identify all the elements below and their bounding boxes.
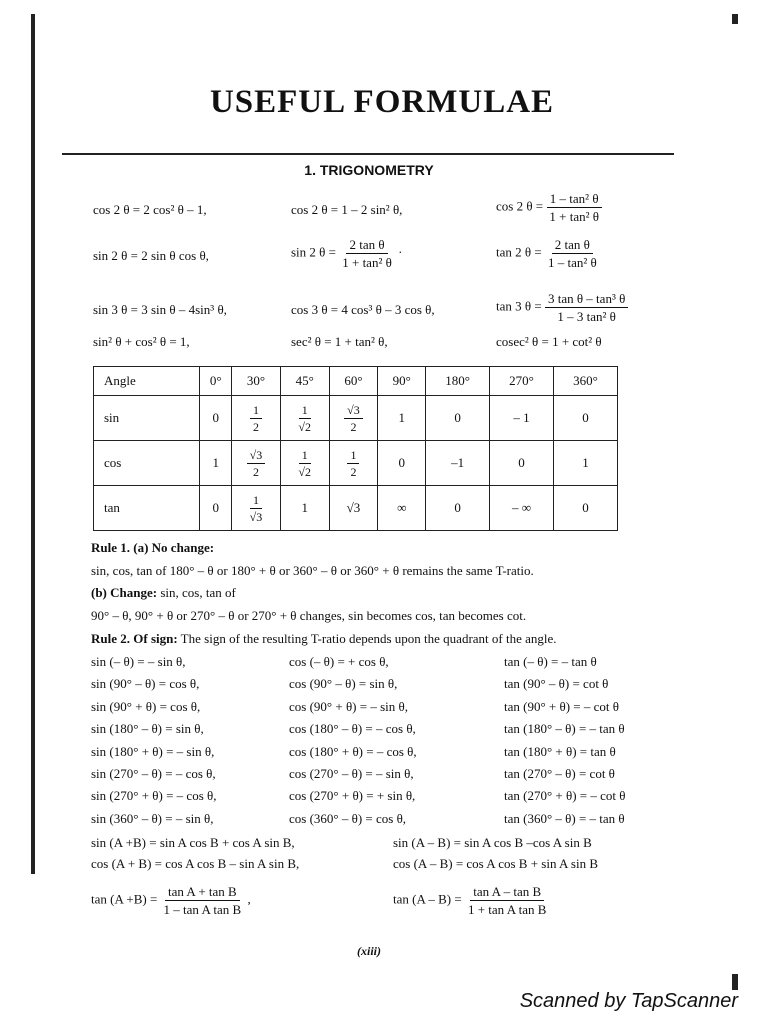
- book-spine-edge: [31, 14, 35, 874]
- formula-sin2-b: sin 2 θ = $\frac{\text{2 tan θ}}{\text{1 + tan² θ}}$ ·: [291, 237, 403, 270]
- table-header-cell: 30°: [232, 367, 281, 396]
- table-header-cell: 0°: [200, 367, 232, 396]
- formula-tan-sum: tan (A +B) = $\frac{\text{tan A + tan B}}{\text{1 – tan A tan B}}$ ,: [91, 884, 251, 917]
- table-cell: 0: [200, 396, 232, 441]
- page-number: (xiii): [357, 944, 381, 958]
- formula-cos-diff: cos (A – B) = cos A cos B + sin A sin B: [393, 856, 598, 871]
- identity-formula: cos (90° – θ) = sin θ,: [289, 676, 398, 692]
- table-cell: $\frac{1}{2}$: [329, 441, 378, 486]
- identity-formula: tan (– θ) = – tan θ: [504, 654, 597, 669]
- formula-sin-sum: sin (A +B) = sin A cos B + cos A sin B,: [91, 835, 295, 850]
- table-row: [94, 396, 618, 441]
- table-cell: 1: [200, 441, 232, 486]
- table-cell: 0: [490, 441, 554, 486]
- formula-sec: sec² θ = 1 + tan² θ,: [291, 334, 388, 349]
- identity-formula: sin (180° – θ) = sin θ,: [91, 721, 204, 737]
- table-header-cell: 90°: [378, 367, 426, 396]
- rule-1b-text: 90° – θ, 90° + θ or 270° – θ or 270° + θ changes, sin becomes cos, tan becomes cot.: [91, 608, 527, 623]
- rule-1-heading: Rule 1. (a) No change:: [91, 540, 215, 555]
- identity-formula: tan (180° + θ) = tan θ: [504, 743, 616, 759]
- formula-cos-sum: cos (A + B) = cos A cos B – sin A sin B,: [91, 856, 300, 871]
- table-cell: 0: [554, 396, 618, 441]
- table-cell: 1: [554, 441, 618, 486]
- table-row: [94, 486, 618, 531]
- table-row: [94, 441, 618, 486]
- identity-formula: cos (90° + θ) = – sin θ,: [289, 698, 408, 714]
- table-cell: 0: [200, 486, 232, 531]
- table-cell: 0: [554, 486, 618, 531]
- table-header-cell: 180°: [426, 367, 490, 396]
- page-corner-mark: [732, 974, 738, 990]
- table-cell: $\frac{√3}{2}$: [329, 396, 378, 441]
- formula-tan3: tan 3 θ = $\frac{\text{3 tan θ – tan³ θ}}{\text{1 – 3 tan² θ}}$: [496, 291, 628, 324]
- rule-1b-heading: (b) Change: sin, cos, tan of: [91, 585, 236, 600]
- identity-formula: sin (90° + θ) = cos θ,: [91, 698, 201, 714]
- formula-sin3: sin 3 θ = 3 sin θ – 4sin³ θ,: [93, 302, 227, 317]
- identity-formula: cos (360° – θ) = cos θ,: [289, 810, 407, 826]
- identity-formula: tan (90° – θ) = cot θ: [504, 676, 609, 692]
- formula-cos2-a: cos 2 θ = 2 cos² θ – 1,: [93, 202, 207, 217]
- table-cell: 0: [378, 441, 426, 486]
- scanner-watermark: Scanned by TapScanner: [519, 990, 738, 1012]
- identity-formula: cos (270° – θ) = – sin θ,: [289, 766, 414, 781]
- table-header-cell: 45°: [280, 367, 329, 396]
- table-cell: $\frac{1}{√2}$: [280, 396, 329, 441]
- identity-formula: cos (270° + θ) = + sin θ,: [289, 788, 416, 804]
- table-cell: – ∞: [490, 486, 554, 531]
- identity-formula: sin (– θ) = – sin θ,: [91, 654, 186, 669]
- table-header-cell: Angle: [94, 367, 200, 396]
- table-cell: $\frac{1}{√2}$: [280, 441, 329, 486]
- identity-formula: cos (– θ) = + cos θ,: [289, 654, 389, 669]
- table-cell: $\frac{1}{√3}$: [232, 486, 281, 531]
- formula-cos3: cos 3 θ = 4 cos³ θ – 3 cos θ,: [291, 302, 435, 317]
- identity-formula: sin (180° + θ) = – sin θ,: [91, 743, 215, 759]
- table-cell: 1: [280, 486, 329, 531]
- formula-tan-diff: tan (A – B) = $\frac{\text{tan A – tan B}}{\text{1 + tan A tan B}}$: [393, 884, 547, 917]
- formula-tan2: tan 2 θ = $\frac{\text{2 tan θ}}{\text{1 – tan² θ}}$: [496, 237, 597, 270]
- identity-formula: sin (90° – θ) = cos θ,: [91, 676, 200, 692]
- identity-formula: sin (270° – θ) = – cos θ,: [91, 766, 216, 781]
- table-cell: –1: [426, 441, 490, 486]
- table-row-label: cos: [94, 441, 200, 486]
- identity-formula: tan (360° – θ) = – tan θ: [504, 810, 625, 826]
- identity-formula: cos (180° + θ) = – cos θ,: [289, 743, 417, 759]
- formula-cosec: cosec² θ = 1 + cot² θ: [496, 334, 602, 349]
- identity-formula: tan (270° + θ) = – cot θ: [504, 788, 626, 804]
- formula-pythagorean: sin² θ + cos² θ = 1,: [93, 334, 190, 349]
- rule-2: Rule 2. Of sign: The sign of the resulting T-ratio depends upon the quadrant of the angle.: [91, 631, 557, 646]
- table-cell: $\frac{√3}{2}$: [232, 441, 281, 486]
- table-cell: $\frac{1}{2}$: [232, 396, 281, 441]
- section-heading: 1. TRIGONOMETRY: [304, 162, 434, 178]
- identity-formula: sin (270° + θ) = – cos θ,: [91, 788, 217, 804]
- identity-formula: tan (270° – θ) = cot θ: [504, 766, 615, 781]
- identity-formula: tan (90° + θ) = – cot θ: [504, 698, 619, 714]
- formula-cos2-b: cos 2 θ = 1 – 2 sin² θ,: [291, 202, 403, 217]
- rule-1-text: sin, cos, tan of 180° – θ or 180° + θ or 360° – θ or 360° + θ remains the same T-ratio.: [91, 563, 534, 578]
- table-header-row: [94, 367, 618, 396]
- table-cell: 1: [378, 396, 426, 441]
- trig-values-table: [93, 366, 618, 531]
- table-header-cell: 360°: [554, 367, 618, 396]
- page-corner-mark: [732, 14, 738, 24]
- table-cell: √3: [329, 486, 378, 531]
- table-cell: ∞: [378, 486, 426, 531]
- table-cell: 0: [426, 486, 490, 531]
- table-row-label: sin: [94, 396, 200, 441]
- table-header-cell: 270°: [490, 367, 554, 396]
- identity-formula: sin (360° – θ) = – sin θ,: [91, 810, 214, 826]
- table-row-label: tan: [94, 486, 200, 531]
- title-divider: [62, 153, 674, 155]
- formula-cos2-c: cos 2 θ = $\frac{\text{1 – tan² θ}}{\text{1 + tan² θ}}$: [496, 191, 602, 224]
- formula-sin-diff: sin (A – B) = sin A cos B –cos A sin B: [393, 835, 592, 850]
- formula-sin2-a: sin 2 θ = 2 sin θ cos θ,: [93, 248, 209, 263]
- table-cell: 0: [426, 396, 490, 441]
- identity-formula: cos (180° – θ) = – cos θ,: [289, 721, 416, 737]
- table-cell: – 1: [490, 396, 554, 441]
- page-title: USEFUL FORMULAE: [209, 84, 555, 120]
- identity-formula: tan (180° – θ) = – tan θ: [504, 721, 625, 737]
- table-header-cell: 60°: [329, 367, 378, 396]
